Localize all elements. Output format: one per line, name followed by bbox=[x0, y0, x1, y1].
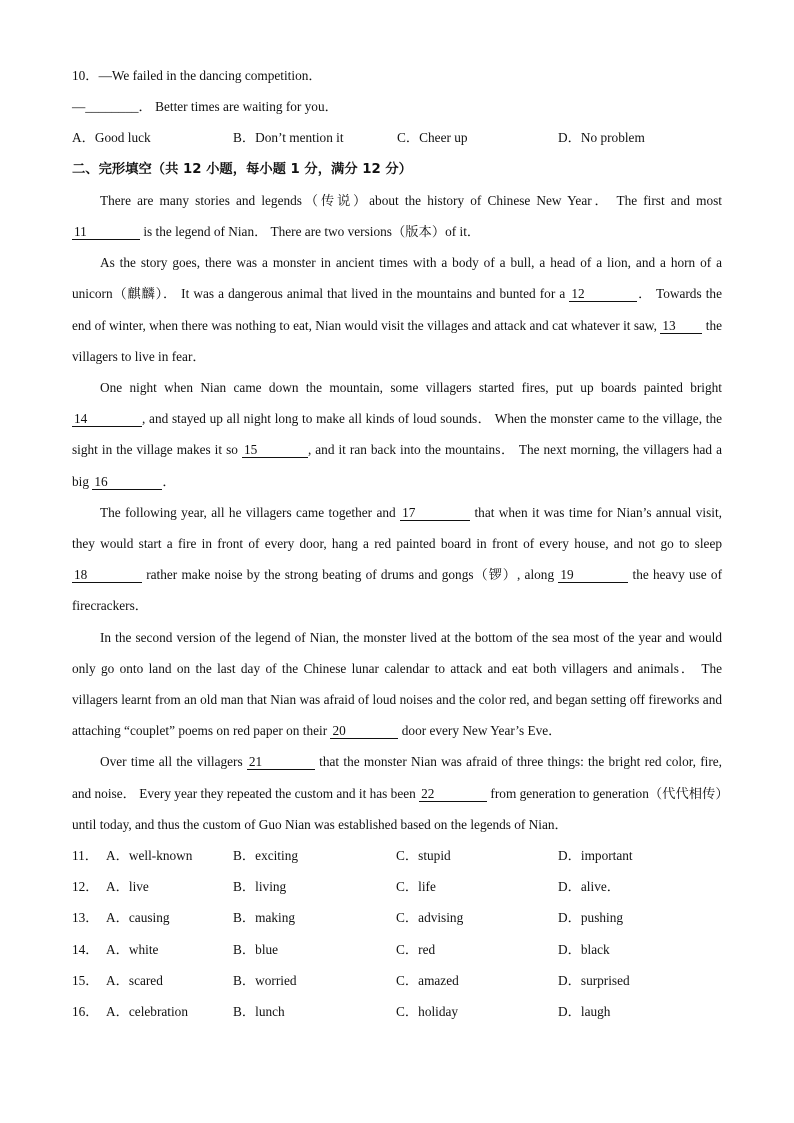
passage-text: from generation to generation（代代相传）until today, and thus the custom of Guo Nian was established based on the legends of Nian． bbox=[72, 785, 722, 832]
exam-page bbox=[72, 60, 722, 1027]
option-a: A．live bbox=[106, 879, 149, 895]
option-c: C．Cheer up bbox=[397, 130, 468, 146]
question-number: 14． bbox=[72, 941, 99, 957]
question-14-options bbox=[72, 934, 722, 965]
passage-paragraph-2 bbox=[72, 247, 722, 372]
option-b: B．making bbox=[233, 910, 296, 926]
passage-text: One night when Nian came down the mountain, some villagers started fires, put up boards painted bright bbox=[100, 379, 722, 395]
option-c: C．life bbox=[396, 879, 436, 895]
dash: — bbox=[72, 99, 86, 115]
option-a: A．scared bbox=[106, 972, 163, 988]
question-16-options bbox=[72, 996, 722, 1027]
blank-20: 20 bbox=[330, 724, 398, 739]
passage-paragraph-1 bbox=[72, 185, 722, 247]
question-text: —We failed in the dancing competition． bbox=[98, 68, 322, 83]
passage-text: There are many stories and legends（传说）about the history of Chinese New Year． The first and most bbox=[100, 192, 722, 208]
passage-text: rather make noise by the strong beating of drums and gongs（锣）, along bbox=[142, 567, 559, 583]
blank-17: 17 bbox=[400, 506, 470, 521]
blank-19: 19 bbox=[558, 568, 628, 583]
question-15-options bbox=[72, 965, 722, 996]
blank-15: 15 bbox=[242, 443, 308, 458]
passage-text: As the story goes, there was a monster in ancient times with a body of a bull, a head of a lion, and a horn of a unicorn（麒麟）． It was a dangerous animal that lived in the mountains and bunted for a bbox=[72, 255, 722, 302]
option-d: D．black bbox=[558, 941, 610, 957]
passage-text: Over time all the villagers bbox=[100, 754, 247, 770]
question-number: 10． bbox=[72, 68, 99, 83]
option-a: A．causing bbox=[106, 910, 170, 926]
blank-18: 18 bbox=[72, 568, 142, 583]
passage-text: ． bbox=[162, 473, 176, 489]
passage-text: ． Towards the end of winter, when there was nothing to eat, Nian would visit the villages and attack and cat whatever it saw, bbox=[72, 286, 722, 333]
blank-16: 16 bbox=[92, 475, 162, 490]
answer-blank: ________ bbox=[85, 99, 139, 115]
passage-text: that the monster Nian was afraid of three things: the bright red color, fire, and noise． Every year they repeated the custom and it has been bbox=[72, 754, 722, 801]
option-a: A．white bbox=[106, 941, 159, 957]
blank-12: 12 bbox=[569, 287, 637, 302]
option-b: B．blue bbox=[233, 941, 279, 957]
passage-text: that when it was time for Nian’s annual visit, they would start a fire in front of every door, hang a red painted board in front of every house, and not go to sleep bbox=[72, 504, 722, 551]
question-13-options bbox=[72, 902, 722, 933]
passage-text: The following year, all he villagers came together and bbox=[100, 504, 401, 520]
option-d: D．laugh bbox=[558, 1003, 611, 1019]
passage-text: In the second version of the legend of Nian, the monster lived at the bottom of the sea most of the year and would only go onto land on the last day of the Chinese lunar calendar to attack and eat both villagers and animals． The villagers learnt from an old man that Nian was afraid of loud noises and the color red, and began setting off fireworks and attaching “couplet” poems on red paper on their bbox=[72, 629, 722, 739]
question-number: 11． bbox=[72, 848, 99, 864]
passage-paragraph-4 bbox=[72, 497, 722, 622]
section-heading: 二、完形填空（共 12 小题，每小题 1 分，满分 12 分） bbox=[72, 161, 412, 177]
option-c: C．advising bbox=[396, 910, 464, 926]
question-11-options bbox=[72, 840, 722, 871]
passage-text: , and stayed up all night long to make all kinds of loud sounds． When the monster came to the village, the sight in the village makes it so bbox=[72, 411, 722, 458]
question-12-options bbox=[72, 871, 722, 902]
option-c: C．red bbox=[396, 941, 436, 957]
passage-paragraph-6 bbox=[72, 746, 722, 840]
passage-paragraph-3 bbox=[72, 372, 722, 497]
reply-text: ． Better times are waiting for you． bbox=[138, 99, 338, 115]
option-b: B．worried bbox=[233, 972, 297, 988]
question-10-reply bbox=[72, 91, 722, 122]
option-b: B．lunch bbox=[233, 1003, 285, 1019]
question-10-prompt bbox=[72, 60, 722, 91]
option-b: B．exciting bbox=[233, 848, 298, 864]
option-d: D．important bbox=[558, 848, 633, 864]
question-number: 12． bbox=[72, 879, 99, 895]
option-c: C．amazed bbox=[396, 972, 459, 988]
question-10-options bbox=[72, 122, 722, 153]
passage-text: is the legend of Nian． There are two versions（版本）of it． bbox=[140, 223, 481, 239]
blank-14: 14 bbox=[72, 412, 142, 427]
blank-13: 13 bbox=[660, 319, 702, 334]
option-d: D．No problem bbox=[558, 130, 645, 146]
option-c: C．holiday bbox=[396, 1003, 459, 1019]
option-b: B．living bbox=[233, 879, 287, 895]
option-a: A．celebration bbox=[106, 1003, 188, 1019]
option-c: C．stupid bbox=[396, 848, 451, 864]
blank-11: 11 bbox=[72, 225, 140, 240]
blank-21: 21 bbox=[247, 755, 315, 770]
option-a: A．well-known bbox=[106, 848, 193, 864]
option-a: A．Good luck bbox=[72, 130, 151, 146]
passage-text: , and it ran back into the mountains． The next morning, the villagers had a big bbox=[72, 442, 722, 489]
option-d: D．pushing bbox=[558, 910, 624, 926]
option-d: D．surprised bbox=[558, 972, 630, 988]
passage-text: the heavy use of firecrackers． bbox=[72, 567, 722, 614]
question-number: 13． bbox=[72, 910, 99, 926]
passage-paragraph-5 bbox=[72, 622, 722, 747]
passage-text: door every New Year’s Eve． bbox=[398, 723, 562, 739]
question-number: 16． bbox=[72, 1003, 99, 1019]
blank-22: 22 bbox=[419, 787, 487, 802]
option-b: B．Don’t mention it bbox=[233, 130, 344, 146]
passage-text: the villagers to live in fear． bbox=[72, 317, 722, 364]
option-d: D．alive． bbox=[558, 879, 621, 895]
question-number: 15． bbox=[72, 972, 99, 988]
